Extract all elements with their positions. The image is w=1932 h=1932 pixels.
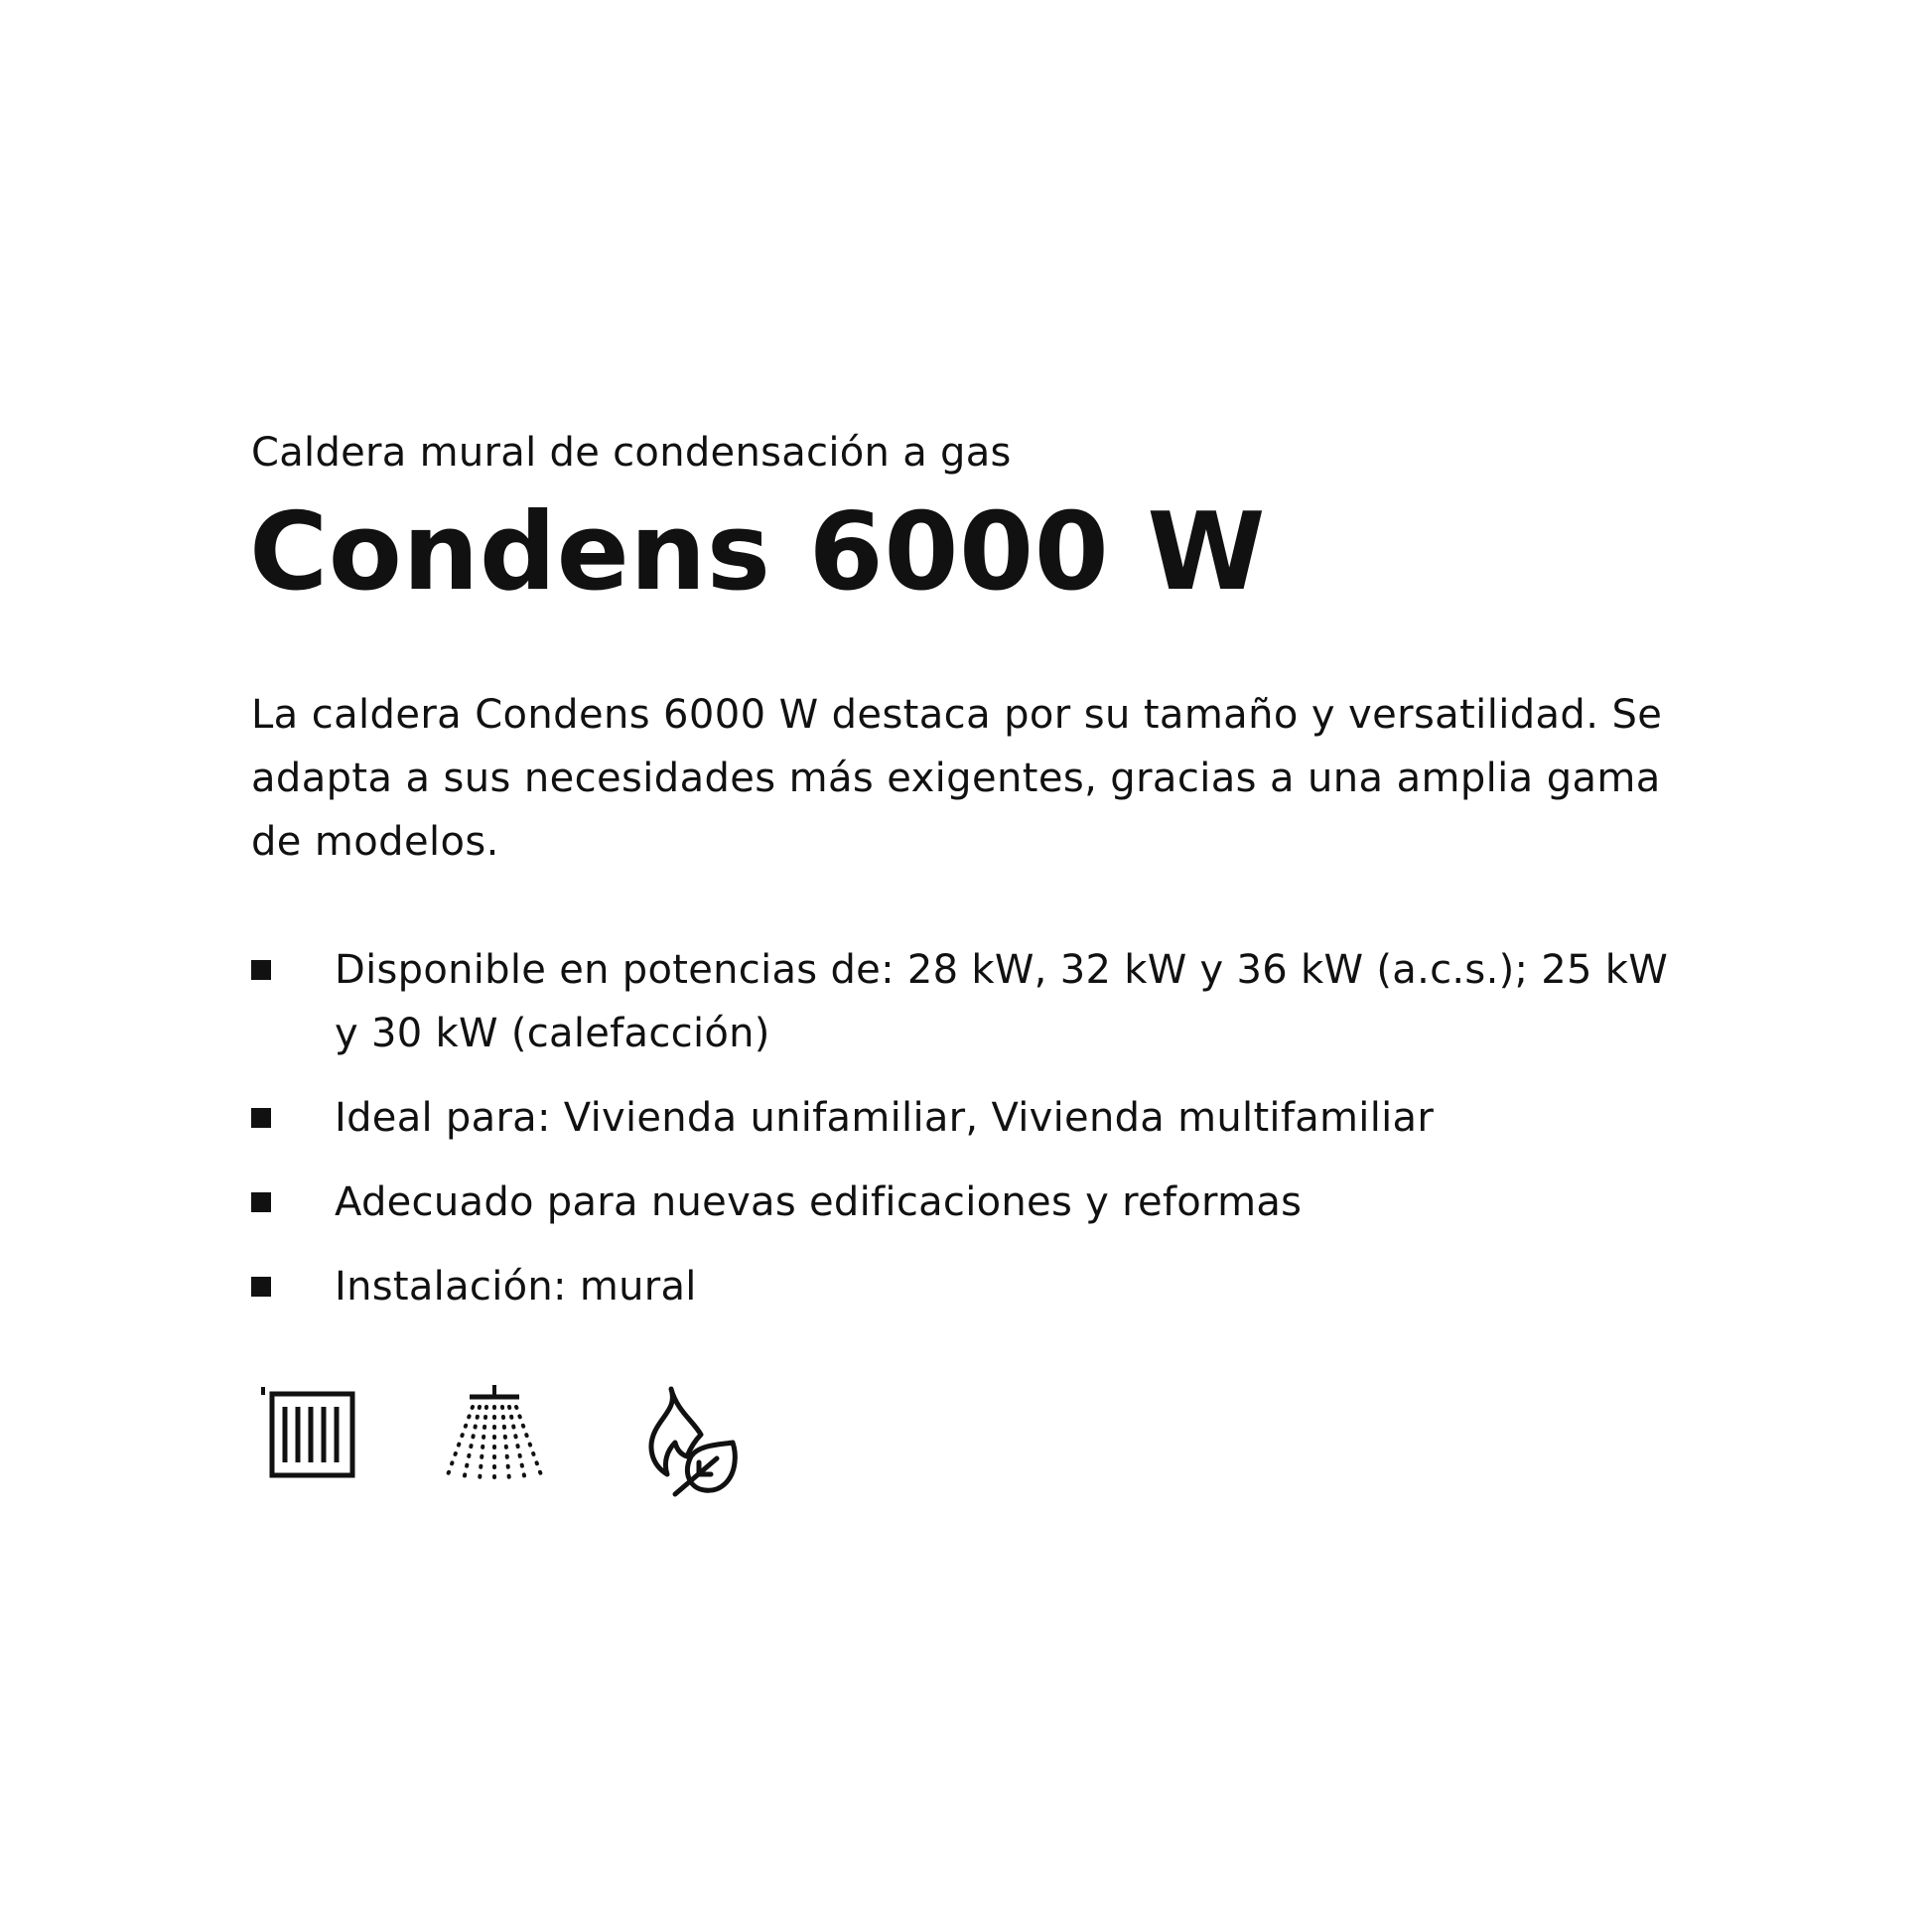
feature-text: Adecuado para nuevas edificaciones y reformas: [335, 1179, 1303, 1225]
bullet-square-icon: [251, 1277, 271, 1297]
shower-icon: [440, 1385, 559, 1504]
feature-item: [251, 938, 1701, 1065]
flame-leaf-icon: [633, 1385, 753, 1504]
product-description: La caldera Condens 6000 W destaca por su tamaño y versatilidad. Se adapta a sus necesidades más exigentes, gracias a una amplia gama de modelos.: [251, 692, 1663, 865]
bullet-square-icon: [251, 960, 271, 980]
feature-item: [251, 1086, 1701, 1150]
feature-text: Disponible en potencias de: 28 kW, 32 kW y 36 kW (a.c.s.); 25 kW y 30 kW (calefacción): [335, 947, 1669, 1056]
bullet-square-icon: [251, 1192, 271, 1212]
product-title: Condens 6000 W: [249, 490, 1266, 615]
feature-item: [251, 1255, 1701, 1318]
feature-text: Instalación: mural: [335, 1264, 697, 1310]
feature-list: [251, 938, 1701, 1339]
radiator-icon: [251, 1385, 370, 1504]
feature-text: Ideal para: Vivienda unifamiliar, Vivienda multifamiliar: [335, 1095, 1435, 1141]
feature-item: [251, 1171, 1701, 1234]
bullet-square-icon: [251, 1108, 271, 1128]
product-category: Caldera mural de condensación a gas: [251, 430, 1012, 476]
